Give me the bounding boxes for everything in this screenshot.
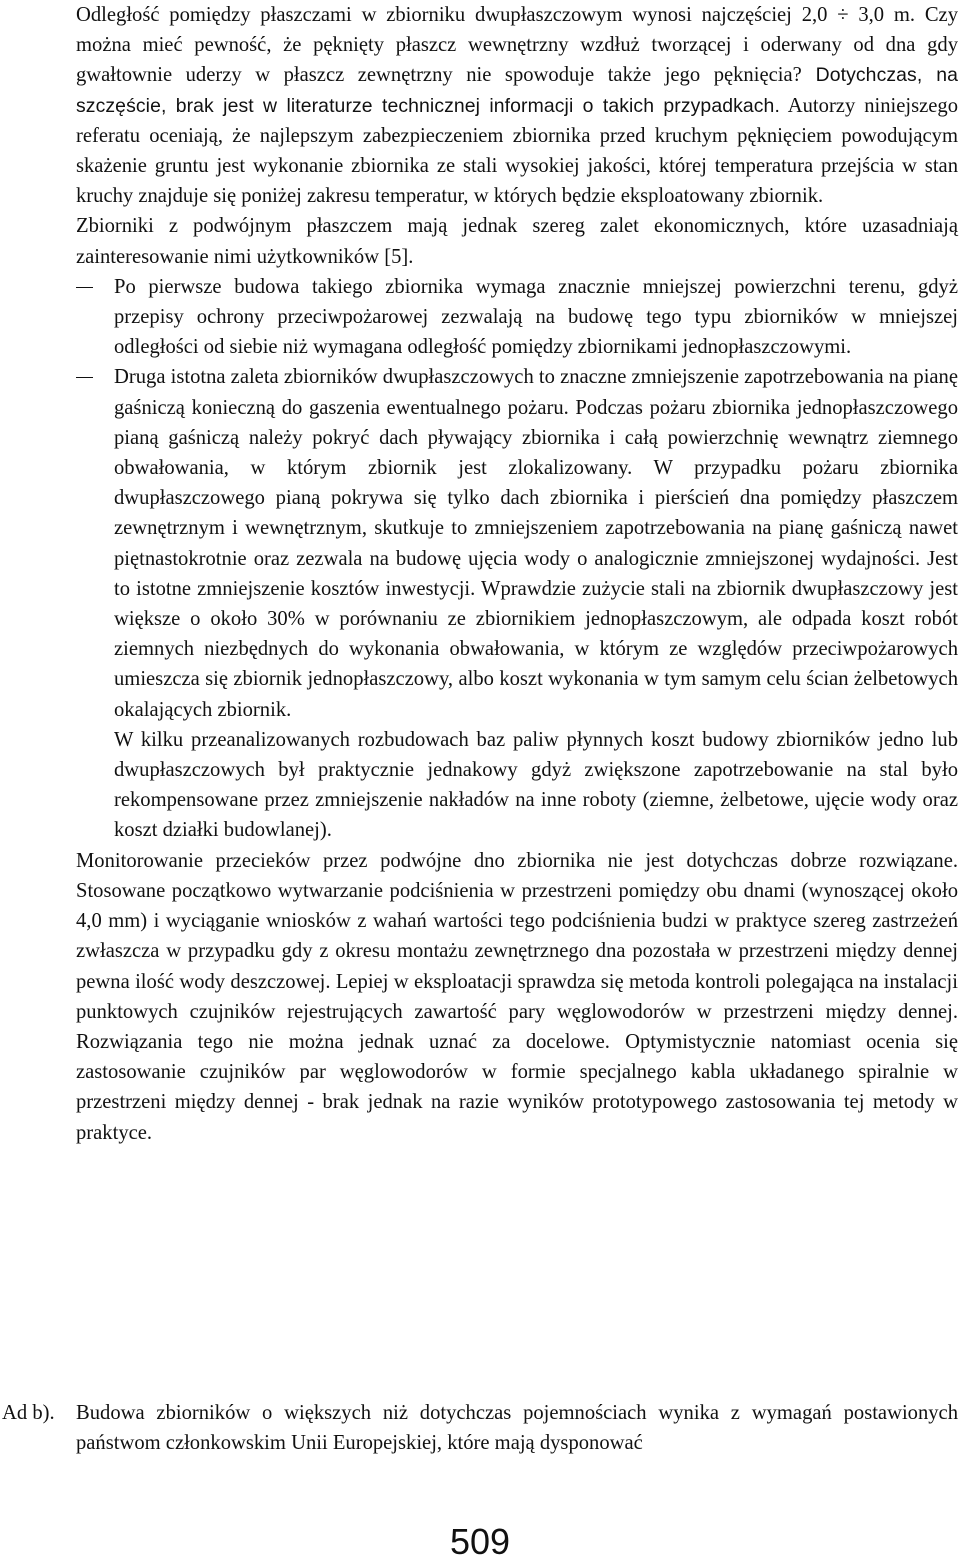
paragraph-1-sans: Dotychczas, na szczęście, brak jest w literaturze technicznej informacji o takich przypadkach. xyxy=(76,64,958,117)
bullet-item-land-area xyxy=(76,272,958,363)
dash-bullet-marker xyxy=(76,377,93,378)
paragraph-1-serif-a: Odległość pomiędzy płaszczami w zbiorniku dwupłaszczowym wynosi najczęściej 2,0 ÷ 3,0 m. Czy można mieć pewność, że pęknięty płaszcz wewnętrzny wzdłuż tworzącej i oderwany od dna gdy gwałtownie uderzy w płaszcz zewnętrzny nie spowoduje także jego pęknięcia? xyxy=(76,4,958,87)
bullet-text-land-area: Po pierwsze budowa takiego zbiornika wymaga znacznie mniejszej powierzchni terenu, gdyż przepisy ochrony przeciwpożarowej zezwalają na budowę tego typu zbiorników w mniejszej odległości od siebie niż wymagana odległość pomiędzy zbiornikami jednopłaszczowymi. xyxy=(114,275,958,359)
dash-bullet-marker xyxy=(76,287,93,288)
bullet-continuation-costs: W kilku przeanalizowanych rozbudowach baz paliw płynnych koszt budowy zbiorników jedno lub dwupłaszczowych był praktycznie jednakowy gdyż zwiększone zapotrzebowanie na stal było rekompensowane przez zmniejszenie nakładów na inne roboty (ziemne, żelbetowe, ujęcie wody oraz koszt działki budowlanej). xyxy=(114,728,958,842)
paragraph-1-serif-b: Autorzy niniejszego referatu oceniają, że najlepszym zabezpieczeniem zbiornika przed kruchym pęknięciem powodującym skażenie gruntu jest wykonanie zbiornika ze stali wysokiej jakości, której temperatura przejścia w stan kruchy znajduje się poniżej zakresu temperatur, w których będzie eksploatowany zbiornik. xyxy=(76,94,958,208)
bullet-item-foam-reduction xyxy=(76,362,958,724)
page-number: 509 xyxy=(449,1521,511,1562)
paragraph-leak-monitoring: Monitorowanie przecieków przez podwójne dno zbiornika nie jest dotychczas dobrze rozwiązane. Stosowane początkowo wytwarzanie podciśnienia w przestrzeni pomiędzy obu dnami (wynoszącej około 4,0 mm) i wyciąganie wniosków z wahań wartości tego podciśnienia budzi w praktyce szereg zastrzeżeń zwłaszcza w przypadku gdy z okresu montażu zewnętrznego dna pozostała w przestrzeni między dennej pewna ilość wody deszczowej. Lepiej w eksploatacji sprawdza się metoda kontroli polegająca na instalacji punktowych czujników rejestrujących zawartość pary węglowodorów w przestrzeni między dennej. Rozwiązania tego nie można jednak uznać za docelowe. Optymistycznie natomiast ocenia się zastosowanie czujników par węglowodorów w formie specjalnego kabla układanego spiralnie w przestrzeni między dennej - brak jednak na razie wyników prototypowego zastosowania tej metody w praktyce. xyxy=(76,849,958,1144)
paragraph-spacing-and-safety xyxy=(76,0,958,211)
paragraph-ad-b: Budowa zbiorników o większych niż dotychczas pojemnościach wynika z wymagań postawionych państwom członkowskim Unii Europejskiej, które mają dysponować xyxy=(76,1402,958,1455)
body-text xyxy=(76,0,958,1148)
paragraph-economic-advantages: Zbiorniki z podwójnym płaszczem mają jednak szereg zalet ekonomicznych, które uzasadniają zainteresowanie nimi użytkowników [5]. xyxy=(76,215,958,268)
section-label-ad-b: Ad b). xyxy=(2,1402,55,1424)
bullet-text-foam-reduction: Druga istotna zaleta zbiorników dwupłaszczowych to znaczne zmniejszenie zapotrzebowania na pianę gaśniczą konieczną do gaszenia ewentualnego pożaru. Podczas pożaru zbiornika jednopłaszczowego pianą gaśniczą należy pokryć dach pływający zbiornika i całą powierzchnię wewnątrz ziemnego obwałowania, w którym zbiornik jest zlokalizowany. W przypadku pożaru zbiornika dwupłaszczowego pianą pokrywa się tylko dach zbiornika i pierścień dna pomiędzy płaszczem zewnętrznym i wewnętrznym, skutkuje to zmniejszeniem zapotrzebowania na pianę gaśniczą nawet piętnastokrotnie oraz zezwala na budowę ujęcia wody o analogicznie zmniejszonej wydajności. Jest to istotne zmniejszenie kosztów inwestycji. Wprawdzie zużycie stali na zbiornik dwupłaszczowy jest większe o około 30% w porównaniu ze zbiornikiem jednopłaszczowym, ale odpada koszt robót ziemnych niezbędnych do wykonania obwałowania, w którym ze względów przeciwpożarowych umieszcza się zbiornik jednopłaszczowy, albo koszt wykonania w tym samym celu ścian żelbetowych okalających zbiornik. xyxy=(114,366,958,721)
